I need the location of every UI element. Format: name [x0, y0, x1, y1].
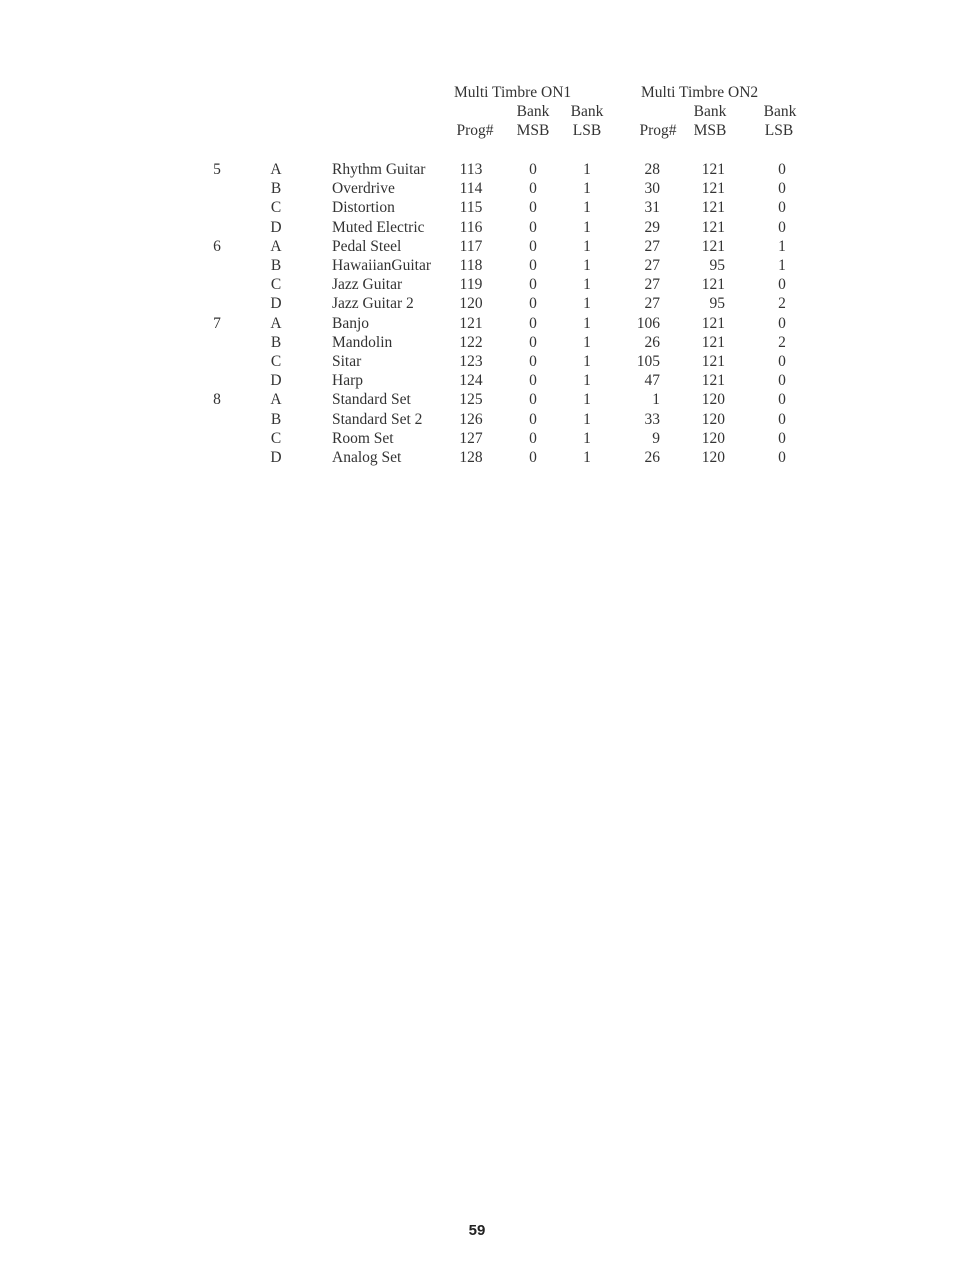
cell-prog1: 126 [459, 410, 483, 428]
cell-msb1: 0 [529, 353, 537, 370]
page-number: 59 [468, 1222, 486, 1239]
cell-msb1: 0 [529, 237, 537, 255]
cell-lsb2: 0 [778, 180, 786, 198]
cell-voice-name: Harp [332, 372, 363, 390]
cell-lsb1: 1 [583, 449, 591, 466]
cell-voice-name: Pedal Steel [332, 237, 402, 255]
cell-prog1: 123 [459, 353, 483, 370]
cell-msb1: 0 [529, 295, 537, 313]
header-lsb1: LSB [572, 122, 602, 139]
cell-group: 6 [213, 237, 221, 255]
cell-prog1: 124 [459, 372, 483, 390]
cell-lsb2: 0 [778, 429, 786, 447]
cell-letter: B [270, 257, 282, 274]
cell-lsb2: 0 [778, 449, 786, 466]
cell-voice-name: Banjo [332, 314, 370, 332]
cell-letter: D [270, 372, 282, 390]
cell-msb1: 0 [529, 257, 537, 274]
cell-msb2: 121 [701, 199, 725, 217]
cell-msb2: 121 [701, 161, 725, 178]
cell-lsb1: 1 [583, 218, 591, 236]
cell-voice-name: Standard Set 2 [332, 410, 423, 428]
cell-msb2: 121 [701, 276, 725, 294]
cell-msb2: 95 [709, 257, 725, 274]
cell-prog1: 119 [459, 276, 483, 294]
cell-letter: A [270, 161, 282, 178]
cell-letter: B [270, 333, 282, 351]
cell-prog1: 122 [459, 333, 483, 351]
cell-prog2: 27 [644, 276, 660, 294]
cell-letter: B [270, 180, 282, 198]
cell-voice-name: Standard Set [332, 391, 411, 409]
header-bank-msb1: Bank [516, 103, 550, 120]
cell-voice-name: Distortion [332, 199, 395, 217]
cell-voice-name: Analog Set [332, 449, 402, 466]
cell-prog1: 118 [459, 257, 483, 274]
cell-msb2: 121 [701, 353, 725, 370]
cell-prog1: 127 [459, 429, 483, 447]
cell-msb1: 0 [529, 180, 537, 198]
cell-msb1: 0 [529, 276, 537, 294]
cell-lsb2: 2 [778, 333, 786, 351]
cell-lsb1: 1 [583, 410, 591, 428]
cell-msb1: 0 [529, 199, 537, 217]
cell-lsb1: 1 [583, 276, 591, 294]
cell-lsb2: 0 [778, 391, 786, 409]
cell-prog2: 29 [644, 218, 660, 236]
cell-msb1: 0 [529, 333, 537, 351]
cell-msb2: 121 [701, 372, 725, 390]
cell-prog2: 27 [644, 257, 660, 274]
cell-letter: B [270, 410, 282, 428]
header-bank-lsb2: Bank [763, 103, 797, 120]
cell-prog1: 114 [459, 180, 483, 198]
cell-prog2: 9 [652, 429, 660, 447]
cell-msb2: 120 [701, 391, 725, 409]
header-bank-lsb1: Bank [570, 103, 604, 120]
header-bank-msb2: Bank [693, 103, 727, 120]
cell-msb2: 120 [701, 429, 725, 447]
cell-voice-name: Room Set [332, 429, 394, 447]
cell-letter: C [270, 199, 282, 217]
cell-prog2: 1 [652, 391, 660, 409]
cell-voice-name: Rhythm Guitar [332, 161, 426, 178]
cell-msb2: 121 [701, 218, 725, 236]
cell-lsb1: 1 [583, 429, 591, 447]
cell-group: 5 [213, 161, 221, 178]
cell-prog2: 26 [644, 449, 660, 466]
cell-lsb2: 1 [778, 237, 786, 255]
cell-lsb1: 1 [583, 333, 591, 351]
cell-lsb1: 1 [583, 391, 591, 409]
cell-lsb1: 1 [583, 161, 591, 178]
cell-voice-name: HawaiianGuitar [332, 257, 431, 274]
header-lsb2: LSB [764, 122, 794, 139]
cell-prog2: 27 [644, 295, 660, 313]
cell-group: 7 [213, 314, 221, 332]
cell-prog1: 121 [459, 314, 483, 332]
cell-lsb1: 1 [583, 295, 591, 313]
cell-prog1: 113 [459, 161, 483, 178]
cell-voice-name: Mandolin [332, 333, 393, 351]
cell-letter: D [270, 449, 282, 466]
cell-group: 8 [213, 391, 221, 409]
cell-lsb2: 0 [778, 410, 786, 428]
cell-prog2: 28 [644, 161, 660, 178]
cell-msb1: 0 [529, 218, 537, 236]
cell-msb2: 121 [701, 314, 725, 332]
cell-msb2: 121 [701, 237, 725, 255]
cell-prog2: 27 [644, 237, 660, 255]
cell-letter: D [270, 295, 282, 313]
header-multi-timbre-on2: Multi Timbre ON2 [641, 84, 759, 101]
cell-msb2: 121 [701, 180, 725, 198]
cell-voice-name: Jazz Guitar 2 [332, 295, 414, 313]
cell-msb2: 121 [701, 333, 725, 351]
cell-prog1: 120 [459, 295, 483, 313]
cell-letter: C [270, 276, 282, 294]
cell-voice-name: Sitar [332, 353, 362, 370]
cell-msb1: 0 [529, 161, 537, 178]
cell-msb1: 0 [529, 391, 537, 409]
cell-prog2: 47 [644, 372, 660, 390]
cell-lsb2: 0 [778, 218, 786, 236]
header-prog2: Prog# [639, 122, 677, 139]
header-multi-timbre-on1: Multi Timbre ON1 [454, 84, 572, 101]
cell-lsb2: 2 [778, 295, 786, 313]
cell-lsb2: 0 [778, 372, 786, 390]
cell-msb2: 120 [701, 410, 725, 428]
cell-letter: D [270, 218, 282, 236]
cell-letter: A [270, 237, 282, 255]
cell-msb1: 0 [529, 314, 537, 332]
cell-msb1: 0 [529, 449, 537, 466]
cell-msb2: 120 [701, 449, 725, 466]
cell-prog1: 128 [459, 449, 483, 466]
cell-prog1: 115 [459, 199, 483, 217]
cell-prog2: 26 [644, 333, 660, 351]
header-prog1: Prog# [456, 122, 494, 139]
cell-prog1: 117 [459, 237, 483, 255]
cell-msb2: 95 [709, 295, 725, 313]
cell-prog2: 105 [636, 353, 660, 370]
cell-msb1: 0 [529, 410, 537, 428]
cell-lsb1: 1 [583, 237, 591, 255]
cell-lsb2: 1 [778, 257, 786, 274]
cell-prog2: 33 [644, 410, 660, 428]
cell-lsb1: 1 [583, 257, 591, 274]
header-msb1: MSB [516, 122, 550, 139]
cell-lsb1: 1 [583, 314, 591, 332]
header-msb2: MSB [693, 122, 727, 139]
cell-msb1: 0 [529, 429, 537, 447]
cell-letter: A [270, 314, 282, 332]
cell-letter: C [270, 353, 282, 370]
cell-lsb2: 0 [778, 353, 786, 370]
cell-lsb2: 0 [778, 276, 786, 294]
cell-prog1: 116 [459, 218, 483, 236]
cell-voice-name: Jazz Guitar [332, 276, 403, 294]
cell-lsb2: 0 [778, 199, 786, 217]
cell-lsb1: 1 [583, 353, 591, 370]
cell-voice-name: Overdrive [332, 180, 395, 198]
cell-lsb1: 1 [583, 180, 591, 198]
cell-voice-name: Muted Electric [332, 218, 425, 236]
cell-lsb2: 0 [778, 314, 786, 332]
cell-lsb2: 0 [778, 161, 786, 178]
cell-letter: A [270, 391, 282, 409]
cell-msb1: 0 [529, 372, 537, 390]
cell-letter: C [270, 429, 282, 447]
cell-prog2: 31 [644, 199, 660, 217]
cell-prog2: 30 [644, 180, 660, 198]
cell-prog2: 106 [636, 314, 660, 332]
cell-prog1: 125 [459, 391, 483, 409]
cell-lsb1: 1 [583, 372, 591, 390]
cell-lsb1: 1 [583, 199, 591, 217]
